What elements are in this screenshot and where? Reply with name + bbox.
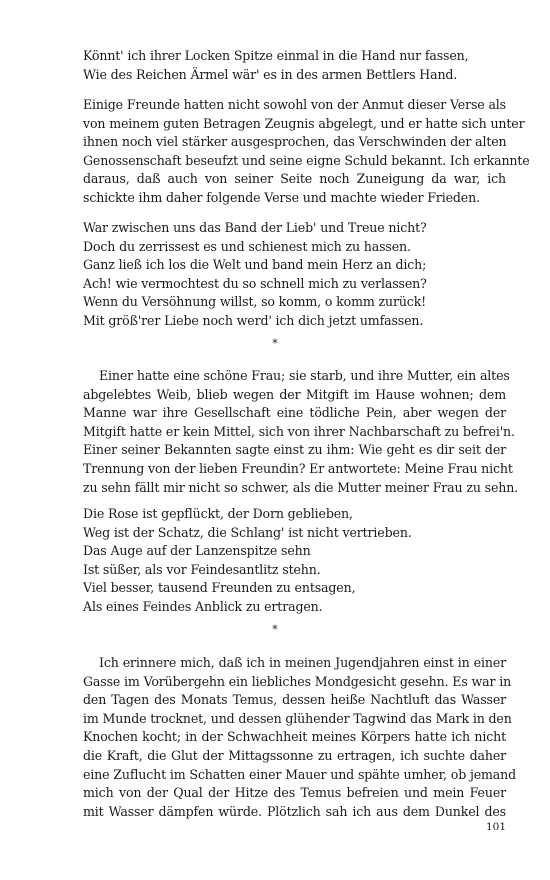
verse-line: Weg ist der Schatz, die Schlang' ist nicht vertrieben. bbox=[83, 524, 412, 540]
paragraph-line: Manne war ihre Gesellschaft eine tödliche Pein, aber wegen der bbox=[83, 405, 506, 421]
verse-line: Wie des Reichen Ärmel wär' es in des armen Bettlers Hand. bbox=[83, 66, 458, 82]
paragraph-youth bbox=[83, 654, 517, 821]
verse-line: Viel besser, tausend Freunden zu entsagen, bbox=[83, 580, 356, 596]
verse-line: Könnt' ich ihrer Locken Spitze einmal in die Hand nur fassen, bbox=[83, 48, 469, 63]
verse-line: Ist süßer, als vor Feindesantlitz stehn. bbox=[83, 561, 321, 577]
paragraph-line: mich von der Qual der Hitze des Temus befreien und mein Feuer bbox=[83, 785, 506, 801]
paragraph-line: Einige Freunde hatten nicht sowohl von der Anmut dieser Verse als bbox=[83, 97, 506, 112]
paragraph-line: Knochen kocht; in der Schwachheit meines Körpers hatte ich nicht bbox=[83, 729, 506, 745]
verse-couplet bbox=[83, 47, 506, 84]
verse-line: War zwischen uns das Band der Lieb' und Treue nicht? bbox=[83, 220, 427, 235]
verse-reconciliation bbox=[83, 219, 506, 331]
page-number: 101 bbox=[485, 821, 506, 833]
verse-line: Ach! wie vermochtest du so schnell mich zu verlassen? bbox=[83, 275, 427, 291]
paragraph-line: die Kraft, die Glut der Mittagssonne zu ertragen, ich suchte daher bbox=[83, 747, 506, 763]
paragraph-line: Gasse im Vorübergehn ein liebliches Mondgesicht gesehn. Es war in bbox=[83, 673, 512, 689]
paragraph-line: abgelebtes Weib, blieb wegen der Mitgift im Hause wohnen; dem bbox=[83, 386, 506, 402]
verse-line: Das Auge auf der Lanzenspitze sehn bbox=[83, 543, 311, 559]
paragraph-line: daraus, daß auch von seiner Seite noch Zuneigung da war, ich bbox=[83, 171, 506, 187]
paragraph-line: ihnen noch viel stärker ausgesprochen, das Verschwinden der alten bbox=[83, 134, 507, 150]
paragraph-line: schickte ihm daher folgende Verse und machte wieder Frieden. bbox=[83, 189, 480, 205]
paragraph-line: Einer hatte eine schöne Frau; sie starb, und ihre Mutter, ein altes bbox=[99, 368, 510, 383]
paragraph-line: mit Wasser dämpfen würde. Plötzlich sah ich aus dem Dunkel des bbox=[83, 803, 506, 819]
paragraph-line: Ich erinnere mich, daß ich in meinen Jugendjahren einst in einer bbox=[99, 655, 506, 670]
verse-line: Als eines Feindes Anblick zu ertragen. bbox=[83, 598, 323, 614]
verse-line: Ganz ließ ich los die Welt und band mein Herz an dich; bbox=[83, 257, 427, 273]
verse-rose bbox=[83, 505, 506, 617]
section-separator: * bbox=[272, 623, 278, 636]
paragraph-line: den Tagen des Monats Temus, dessen heiße Nachtluft das Wasser bbox=[83, 692, 506, 708]
paragraph-line: Genossenschaft beseufzt und seine eigne Schuld bekannt. Ich erkannte bbox=[83, 152, 530, 168]
paragraph-friends bbox=[83, 96, 530, 208]
section-separator: * bbox=[272, 337, 278, 350]
verse-line: Doch du zerrissest es und schienest mich zu hassen. bbox=[83, 238, 411, 254]
verse-line: Die Rose ist gepflückt, der Dorn geblieben, bbox=[83, 506, 353, 521]
verse-line: Mit größ'rer Liebe noch werd' ich dich jetzt umfassen. bbox=[83, 312, 424, 328]
paragraph-line: Mitgift hatte er kein Mittel, sich von ihrer Nachbarschaft zu befrei'n. bbox=[83, 423, 515, 439]
paragraph-line: im Munde trocknet, und dessen glühender Tagwind das Mark in den bbox=[83, 710, 512, 726]
paragraph-line: Trennung von der lieben Freundin? Er antwortete: Meine Frau nicht bbox=[83, 460, 513, 476]
paragraph-wife-mother bbox=[83, 367, 519, 497]
paragraph-line: zu sehn fällt mir nicht so schwer, als die Mutter meiner Frau zu sehn. bbox=[83, 479, 519, 495]
paragraph-line: Einer seiner Bekannten sagte einst zu ihm: Wie geht es dir seit der bbox=[83, 442, 506, 458]
verse-line: Wenn du Versöhnung willst, so komm, o komm zurück! bbox=[83, 294, 427, 310]
paragraph-line: von meinem guten Betragen Zeugnis abgelegt, und er hatte sich unter bbox=[83, 115, 525, 131]
paragraph-line: eine Zuflucht im Schatten einer Mauer und spähte umher, ob jemand bbox=[83, 766, 517, 782]
